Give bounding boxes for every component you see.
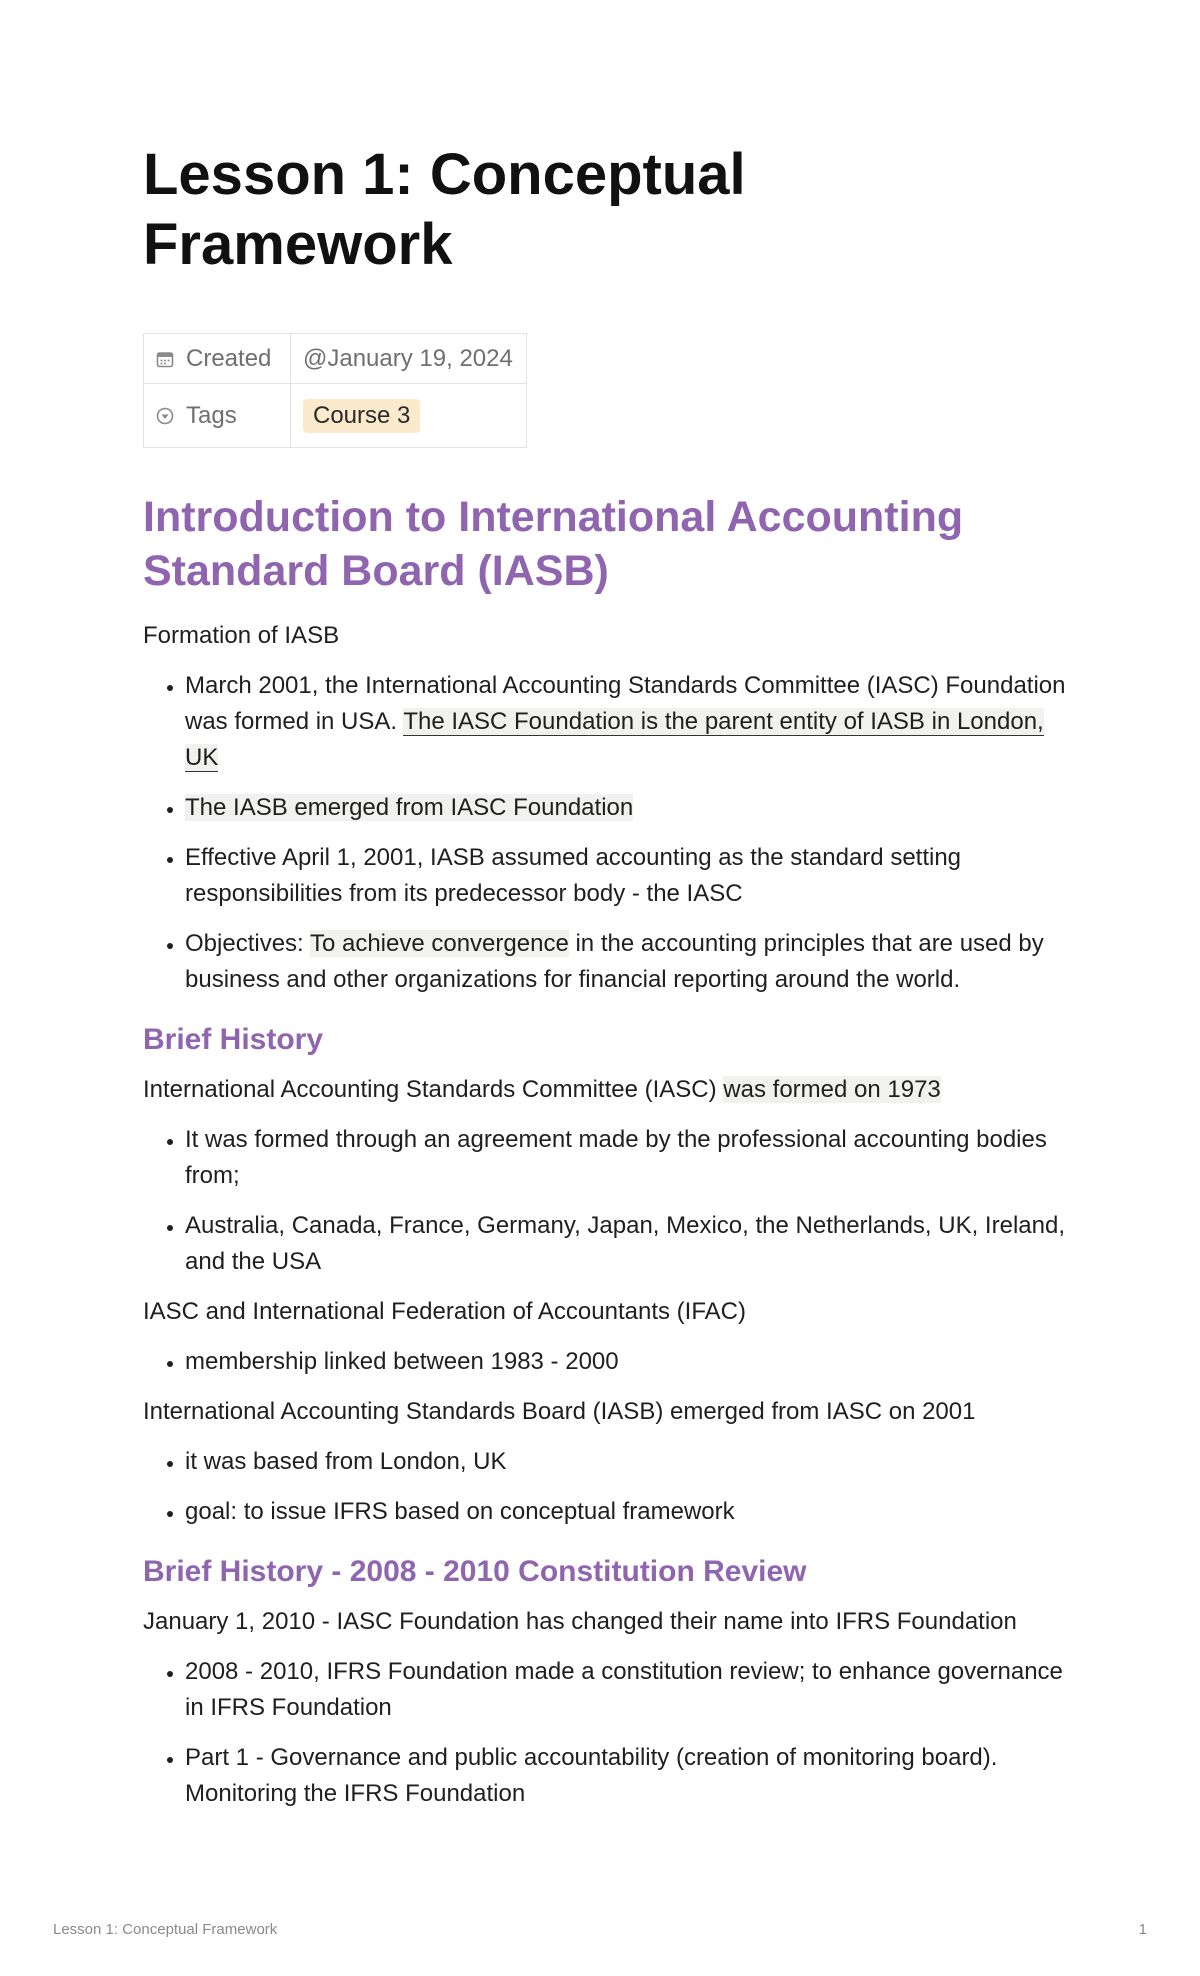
section-heading-constitution-review: Brief History - 2008 - 2010 Constitution Review xyxy=(143,1555,807,1588)
highlighted-text: The IASB emerged from IASC Foundation xyxy=(185,794,634,821)
list-item: • goal: to issue IFRS based on conceptual framework xyxy=(185,1494,1083,1530)
property-key-tags xyxy=(144,384,291,448)
paragraph-iasb-emerged: International Accounting Standards Board (IASB) emerged from IASC on 2001 xyxy=(143,1398,976,1425)
paragraph-iasc-formed xyxy=(143,1072,1083,1108)
bullet-list-history xyxy=(143,1122,1083,1280)
paragraph-ifac: IASC and International Federation of Accountants (IFAC) xyxy=(143,1298,746,1325)
tag-select-icon xyxy=(156,407,174,425)
tags-value[interactable] xyxy=(291,384,527,448)
bullet-list-constitution xyxy=(143,1654,1083,1812)
list-item xyxy=(185,790,1083,826)
highlighted-text: To achieve convergence xyxy=(309,930,569,957)
property-row-tags xyxy=(144,384,527,448)
list-item-text: March 2001, the International Accounting Standards Committee (IASC) Foundation was formed in USA. xyxy=(185,672,1066,735)
list-item: • membership linked between 1983 - 2000 xyxy=(185,1344,1083,1380)
list-item xyxy=(185,668,1083,776)
list-item-text: in the accounting principles that are used by business and other organizations for financial reporting around the world. xyxy=(185,930,1044,993)
list-item: • Part 1 - Governance and public accountability (creation of monitoring board). Monitoring the IFRS Foundation xyxy=(185,1740,1083,1812)
created-value[interactable]: @January 19, 2024 xyxy=(291,334,527,384)
bullet-list-formation xyxy=(143,668,1083,998)
list-item-text: Objectives: xyxy=(185,930,310,957)
tag-course-3[interactable]: Course 3 xyxy=(303,399,420,433)
created-label: Created xyxy=(186,344,272,372)
section-heading-intro: Introduction to International Accounting Standard Board (IASB) xyxy=(143,493,964,595)
calendar-icon xyxy=(156,350,174,368)
highlighted-text: The IASC Foundation is the parent entity of IASB in London, UK xyxy=(185,708,1044,771)
footer-title: Lesson 1: Conceptual Framework xyxy=(53,1921,278,1938)
page-title: Lesson 1: Conceptual Framework xyxy=(143,142,746,277)
section-heading-brief-history: Brief History xyxy=(143,1023,324,1056)
paragraph-formation: Formation of IASB xyxy=(143,622,340,649)
bullet-list-ifac xyxy=(143,1344,1083,1380)
list-item: • 2008 - 2010, IFRS Foundation made a constitution review; to enhance governance in IFRS Foundation xyxy=(185,1654,1083,1726)
bullet-list-iasb xyxy=(143,1444,1083,1530)
list-item: • it was based from London, UK xyxy=(185,1444,1083,1480)
paragraph-text: International Accounting Standards Committee (IASC) xyxy=(143,1076,724,1103)
properties-table xyxy=(143,333,527,448)
highlighted-text: was formed on 1973 xyxy=(723,1076,941,1103)
footer-page-number: 1 xyxy=(1138,1921,1147,1938)
tags-label: Tags xyxy=(186,401,237,429)
list-item: • It was formed through an agreement made by the professional accounting bodies from; xyxy=(185,1122,1083,1194)
paragraph-ifrs-rename: January 1, 2010 - IASC Foundation has changed their name into IFRS Foundation xyxy=(143,1608,1017,1635)
list-item: • Effective April 1, 2001, IASB assumed accounting as the standard setting responsibilities from its predecessor body - the IASC xyxy=(185,840,1083,912)
property-key-created xyxy=(144,334,291,384)
document-body xyxy=(143,490,1083,1826)
list-item xyxy=(185,926,1083,998)
list-item: • Australia, Canada, France, Germany, Japan, Mexico, the Netherlands, UK, Ireland, and the USA xyxy=(185,1208,1083,1280)
property-row-created xyxy=(144,334,527,384)
